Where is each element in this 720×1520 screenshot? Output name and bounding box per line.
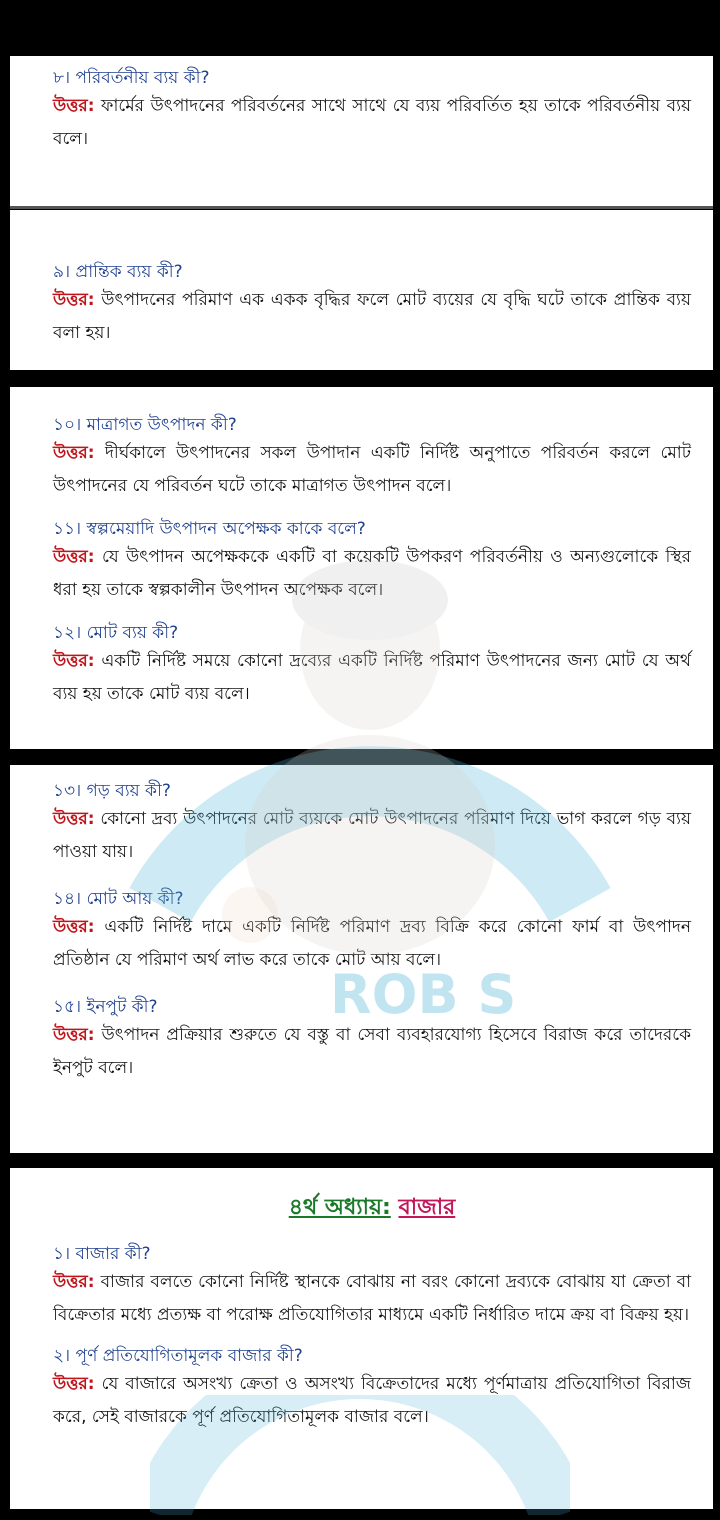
question: ৯। প্রান্তিক ব্যয় কী? [53, 262, 183, 282]
qa-card-3 [10, 387, 713, 749]
question: ১২। মোট ব্যয় কী? [53, 623, 179, 643]
chapter-heading [53, 1188, 691, 1228]
answer [53, 1368, 691, 1434]
answer-text: একটি নির্দিষ্ট দামে একটি নির্দিষ্ট পরিমাণ দ্রব্য বিক্রি করে কোনো ফার্ম বা উৎপাদন প্রতিষ্ঠান যে পরিমাণ অর্থ লাভ করে তাকে মোট আয় বলে। [53, 917, 691, 970]
question: ১৫। ইনপুট কী? [53, 997, 158, 1017]
qa-card-4 [10, 765, 713, 1153]
answer-text: যে বাজারে অসংখ্য ক্রেতা ও অসংখ্য বিক্রেতাদের মধ্যে পূর্ণমাত্রায় প্রতিযোগিতা বিরাজ করে, সেই বাজারকে পূর্ণ প্রতিযোগিতামূলক বাজার বলে। [53, 1374, 691, 1427]
question: ২। পূর্ণ প্রতিযোগিতামূলক বাজার কী? [53, 1346, 303, 1366]
question: ১। বাজার কী? [53, 1244, 151, 1264]
answer-text: কোনো দ্রব্য উৎপাদনের মোট ব্যয়কে মোট উৎপাদনের পরিমাণ দিয়ে ভাগ করলে গড় ব্যয় পাওয়া যায়। [53, 809, 691, 862]
qa-item [53, 887, 691, 977]
watermark-text: ROB S [330, 963, 517, 1026]
answer-label: উত্তর: [53, 290, 95, 310]
qa-item [53, 413, 691, 503]
qa-item [53, 621, 691, 711]
qa-item [53, 1242, 691, 1332]
qa-item [53, 779, 691, 869]
answer-label: উত্তর: [53, 651, 95, 671]
answer-label: উত্তর: [53, 917, 95, 937]
answer-text: যে উৎপাদন অপেক্ষককে একটি বা কয়েকটি উপকরণ পরিবর্তনীয় ও অন্যগুলোকে স্থির ধরা হয় তাকে স্বল্পকালীন উৎপাদন অপেক্ষক বলে। [53, 547, 692, 600]
question: ১৪। মোট আয় কী? [53, 889, 184, 909]
question: ১১। স্বল্পমেয়াদি উৎপাদন অপেক্ষক কাকে বলে? [53, 519, 366, 539]
answer-label: উত্তর: [53, 1374, 95, 1394]
answer [53, 911, 691, 977]
answer-label: উত্তর: [53, 547, 95, 567]
qa-item [53, 66, 691, 156]
answer-text: একটি নির্দিষ্ট সময়ে কোনো দ্রব্যের একটি নির্দিষ্ট পরিমাণ উৎপাদনের জন্য মোট যে অর্থ ব্যয় হয় তাকে মোট ব্যয় বলে। [53, 651, 691, 704]
qa-item [53, 517, 691, 607]
answer-text: দীর্ঘকালে উৎপাদনের সকল উপাদান একটি নির্দিষ্ট অনুপাতে পরিবর্তন করলে মোট উৎপাদনের যে পরিবর্তন ঘটে তাকে মাত্রাগত উৎপাদন বলে। [53, 443, 691, 496]
answer-text: ফার্মের উৎপাদনের পরিবর্তনের সাথে সাথে যে ব্যয় পরিবর্তিত হয় তাকে পরিবর্তনীয় ব্যয় বলে। [53, 96, 692, 149]
qa-item [53, 1344, 691, 1434]
answer [53, 645, 691, 711]
qa-item [53, 260, 691, 350]
chapter-number: ৪র্থ অধ্যায়: [288, 1195, 391, 1220]
answer [53, 437, 691, 503]
question: ১৩। গড় ব্যয় কী? [53, 781, 171, 801]
answer [53, 541, 691, 607]
qa-item [53, 995, 691, 1085]
answer-label: উত্তর: [53, 96, 95, 116]
answer [53, 803, 691, 869]
answer-label: উত্তর: [53, 443, 95, 463]
answer [53, 1019, 691, 1085]
question: ১০। মাত্রাগত উৎপাদন কী? [53, 415, 237, 435]
question: ৮। পরিবর্তনীয় ব্যয় কী? [53, 68, 210, 88]
answer [53, 90, 691, 156]
answer-label: উত্তর: [53, 1025, 95, 1045]
chapter-title: বাজার [398, 1195, 456, 1220]
answer-text: বাজার বলতে কোনো নির্দিষ্ট স্থানকে বোঝায় না বরং কোনো দ্রব্যকে বোঝায় যা ক্রেতা বা বিক্রেতার মধ্যে প্রত্যক্ষ বা পরোক্ষ প্রতিযোগিতার মাধ্যমে একটি নির্ধারিত দামে ক্রয় বা বিক্রয় হয়। [53, 1272, 692, 1325]
qa-card-2 [10, 210, 713, 370]
answer-text: উৎপাদন প্রক্রিয়ার শুরুতে যে বস্তু বা সেবা ব্যবহারযোগ্য হিসেবে বিরাজ করে তাদেরকে ইনপুট বলে। [53, 1025, 692, 1078]
answer [53, 284, 691, 350]
qa-card-1 [10, 56, 713, 206]
answer [53, 1266, 691, 1332]
divider [10, 206, 713, 209]
answer-text: উৎপাদনের পরিমাণ এক একক বৃদ্ধির ফলে মোট ব্যয়ের যে বৃদ্ধি ঘটে তাকে প্রান্তিক ব্যয় বলা হয়। [53, 290, 691, 343]
answer-label: উত্তর: [53, 1272, 95, 1292]
answer-label: উত্তর: [53, 809, 95, 829]
qa-card-5 [10, 1168, 713, 1509]
